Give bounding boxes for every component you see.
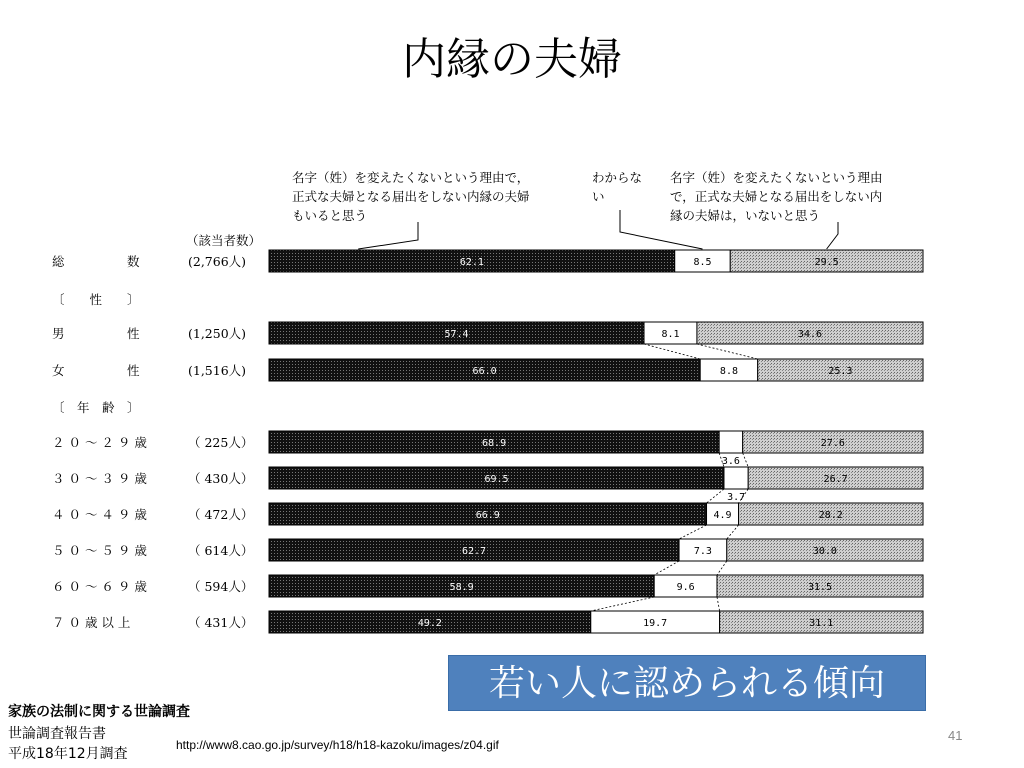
bar-connector-line (654, 561, 679, 575)
bar-value-label: 8.8 (719, 366, 738, 377)
bar-connector-line (717, 597, 720, 611)
legend-leader-line (827, 222, 838, 249)
legend-leader-line (620, 210, 702, 249)
bar-value-label: 27.6 (820, 438, 845, 449)
bar-value-label: 26.7 (823, 474, 848, 485)
row-label: 男 性 (52, 326, 140, 341)
legend-series-a-line: 正式な夫婦となる届出をしない内縁の夫婦 (292, 189, 530, 204)
row-count-label: (1,250人) (188, 326, 247, 341)
row-count-label: （ 225人） (188, 435, 254, 450)
source-date: 平成18年12月調査 (8, 746, 128, 762)
legend-series-b-line: わからな (592, 170, 643, 185)
legend-series-c-line: で，正式な夫婦となる届出をしない内 (670, 189, 883, 204)
row-label: ３ ０ ～ ３ ９ 歳 (52, 471, 147, 486)
row-label: ２ ０ ～ ２ ９ 歳 (52, 435, 147, 450)
bar-value-label: 29.5 (814, 257, 839, 268)
bar-connector-line (679, 525, 706, 539)
bar-value-label: 69.5 (484, 474, 509, 485)
bar-value-label: 62.1 (459, 257, 484, 268)
bar-segment-series-b (719, 431, 743, 453)
n-column-header: （該当者数） (186, 233, 262, 248)
bar-value-label: 66.9 (475, 510, 500, 521)
bar-value-label: 3.7 (727, 492, 746, 503)
row-count-label: (1,516人) (188, 363, 247, 378)
bar-connector-line (717, 561, 727, 575)
bar-value-label: 25.3 (828, 366, 853, 377)
bar-segment-series-b (724, 467, 748, 489)
bar-value-label: 31.5 (807, 582, 833, 593)
bar-value-label: 19.7 (643, 618, 668, 629)
group-header-label: 〔 年 齢 〕 (52, 400, 140, 415)
bar-connector-line (707, 489, 724, 503)
row-label: ５ ０ ～ ５ ９ 歳 (52, 543, 147, 558)
row-count-label: （ 594人） (188, 579, 254, 594)
row-label: ６ ０ ～ ６ ９ 歳 (52, 579, 147, 594)
bar-value-label: 49.2 (417, 618, 442, 629)
legend-series-a-line: 名字（姓）を変えたくないという理由で， (292, 170, 530, 185)
legend-series-a-line: もいると思う (292, 208, 368, 223)
row-count-label: （ 431人） (188, 615, 254, 630)
bar-value-label: 3.6 (721, 456, 740, 467)
bar-value-label: 8.5 (693, 257, 712, 268)
bar-value-label: 57.4 (444, 329, 469, 340)
legend-leader-line (358, 222, 418, 249)
page-number: 41 (948, 728, 963, 743)
bar-value-label: 28.2 (818, 510, 843, 521)
legend-series-b-line: い (592, 189, 605, 204)
row-count-label: （ 430人） (188, 471, 254, 486)
slide-title: 内縁の夫婦 (402, 34, 622, 85)
source-title: 家族の法制に関する世論調査 (8, 704, 190, 720)
bar-connector-line (727, 525, 739, 539)
bar-value-label: 68.9 (482, 438, 507, 449)
source-url[interactable]: http://www8.cao.go.jp/survey/h18/h18-kazoku/images/z04.gif (176, 738, 499, 752)
bar-value-label: 30.0 (812, 546, 837, 557)
row-label: 総 数 (52, 254, 140, 269)
bar-connector-line (644, 344, 700, 359)
source-report: 世論調査報告書 (8, 726, 106, 742)
bar-value-label: 8.1 (661, 329, 680, 340)
legend-series-c-line: 名字（姓）を変えたくないという理由 (670, 170, 883, 185)
bar-value-label: 31.1 (809, 618, 834, 629)
bar-value-label: 58.9 (449, 582, 474, 593)
bar-value-label: 4.9 (713, 510, 732, 521)
row-count-label: (2,766人) (188, 254, 247, 269)
chart-rows (52, 250, 923, 633)
bar-value-label: 62.7 (461, 546, 487, 557)
bar-value-label: 34.6 (797, 329, 823, 340)
legend-series-c-line: 縁の夫婦は，いないと思う (670, 208, 821, 223)
conclusion-callout: 若い人に認められる傾向 (448, 655, 926, 711)
row-count-label: （ 472人） (188, 507, 254, 522)
row-label: ４ ０ ～ ４ ９ 歳 (52, 507, 147, 522)
bar-value-label: 66.0 (472, 366, 497, 377)
bar-value-label: 7.3 (693, 546, 712, 557)
bar-value-label: 9.6 (676, 582, 695, 593)
group-header-label: 〔 性 〕 (52, 292, 140, 307)
bar-connector-line (743, 453, 749, 467)
row-label: ７ ０ 歳 以 上 (52, 615, 131, 630)
bar-connector-line (591, 597, 654, 611)
row-count-label: （ 614人） (188, 543, 254, 558)
row-label: 女 性 (52, 363, 140, 378)
bar-connector-line (697, 344, 758, 359)
